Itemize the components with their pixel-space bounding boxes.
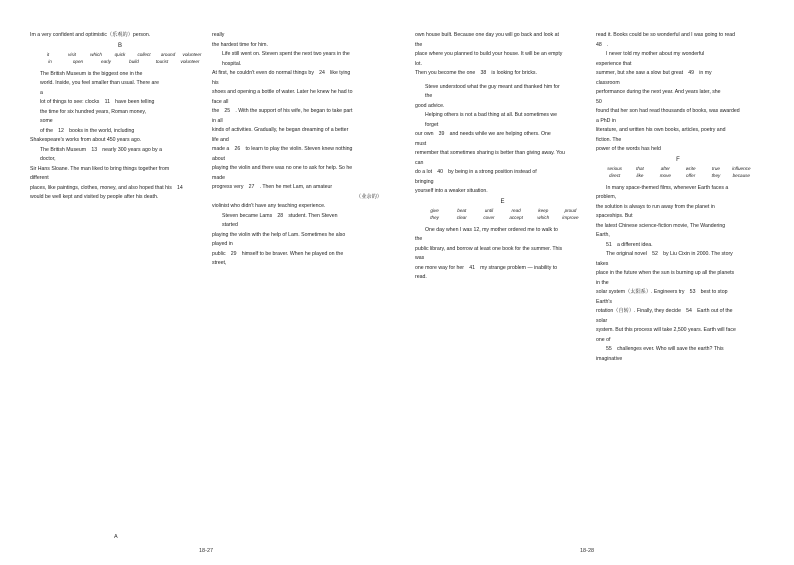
text-line: the latest Chinese science-fiction movie, The Wandering	[596, 222, 726, 229]
text-line: his	[212, 79, 219, 86]
text-line: a PhD in	[596, 117, 616, 124]
text-line: imaginative	[596, 355, 623, 362]
word: beat	[457, 207, 467, 213]
left-column-1	[30, 31, 210, 203]
word: early	[101, 59, 111, 64]
word: write	[685, 165, 696, 171]
text-line: In many space-themed films, whenever Earth faces a	[606, 184, 729, 191]
word: around	[160, 51, 176, 57]
text-line: made	[212, 174, 225, 181]
text-line: a	[40, 89, 43, 96]
text-line: bringing	[415, 178, 434, 185]
text-line: performance during the next year. And years later, she	[596, 89, 721, 95]
word: influence	[732, 165, 751, 171]
text-line: must	[415, 140, 427, 147]
text-line: fiction. The	[596, 136, 622, 143]
text-line: 51 a different idea.	[606, 241, 653, 248]
text-line: The British Museum is the biggest one in the	[40, 70, 143, 77]
text-line: lot.	[415, 60, 422, 67]
page-number-left: 18-27	[199, 548, 214, 554]
text-line: was	[415, 255, 425, 261]
text-line: Life still went on. Steven spent the next two years in the	[222, 51, 350, 57]
text-line: of the 12 books in the world, including	[40, 127, 135, 134]
text-line: lot of things to see: clocks 11 have been telling	[40, 99, 155, 105]
text-line: place in the future when the sun is burning up all the planets	[596, 270, 735, 276]
text-line: takes	[596, 260, 609, 267]
text-line: read.	[415, 274, 427, 280]
text-line: public library, and borrow at least one book for the summer. This	[415, 245, 563, 252]
word: in	[48, 59, 52, 64]
text-line: Steve understood what the guy meant and thanked him for	[425, 83, 560, 90]
word: visit	[68, 51, 76, 57]
word: which	[537, 215, 550, 220]
word: direct	[609, 173, 621, 178]
text-line: playing the violin and there was no one to ask for help. So he	[212, 165, 353, 171]
text-line: the solution is always to run away from the planet in	[596, 203, 715, 210]
word: volunteer	[180, 59, 200, 64]
text-line: own house built. Because one day you will go back and look at	[415, 32, 559, 38]
text-line: the	[415, 236, 423, 242]
word: that	[636, 165, 644, 171]
text-line: 48 .	[596, 41, 609, 48]
word: tourist	[155, 59, 169, 64]
text-line: life and	[212, 136, 229, 143]
text-line: power of the words has held	[596, 146, 661, 152]
text-line: the	[425, 93, 433, 99]
text-line: read it. Books could be so wonderful and I was going to read	[596, 32, 735, 38]
word: quick	[114, 51, 126, 57]
text-line: about	[212, 155, 225, 162]
text-line: solar	[596, 317, 608, 324]
word-bank-e	[415, 207, 590, 222]
word: build	[129, 59, 139, 64]
word: which	[90, 51, 102, 57]
text-line: （业余的）	[356, 193, 382, 200]
left-column-2	[212, 31, 382, 269]
text-line: summer, but she saw a slow but great 49 in my	[596, 70, 712, 76]
text-line: shoes and opening a bottle of water. Later he knew he had to	[212, 89, 353, 95]
word: like	[636, 173, 644, 178]
text-line: really	[212, 32, 225, 38]
text-line: Sir Hans Sloane. The man liked to bring things together from	[30, 165, 170, 172]
text-line: would be well kept and visited by people after his death.	[30, 194, 159, 200]
word-bank-f	[596, 165, 760, 180]
text-line: experience that	[596, 60, 632, 67]
word: cover	[483, 215, 495, 220]
section-heading-b: B	[117, 42, 122, 49]
text-line: I never told my mother about my wonderful	[606, 51, 705, 57]
text-line: some	[40, 118, 53, 124]
word: it	[46, 51, 50, 57]
text-line: progress very 27 . Then he met Lam, an amateur	[212, 184, 333, 190]
text-line: 55 challenges ever. Who will save the earth? This	[606, 346, 724, 352]
text-line: Then you become the one 38 is looking for bricks.	[415, 70, 537, 76]
text-line: places, like paintings, clothes, money, and also hoped that his 14	[30, 184, 183, 191]
word: true	[712, 165, 720, 171]
text-line: the 25 . With the support of his wife, he began to take part	[212, 108, 353, 114]
text-line: yourself into a weaker situation.	[415, 188, 488, 194]
text-line: Earth,	[596, 232, 610, 238]
text-line: doctor,	[40, 156, 56, 162]
word: clear	[456, 215, 467, 220]
word: give	[430, 207, 439, 213]
text-line: found that her son had read thousands of books, was awarded	[596, 108, 740, 114]
text-line: played in	[212, 241, 233, 247]
text-line: our own 39 and needs while we are helping others. One	[415, 131, 551, 137]
word: offer	[686, 173, 696, 178]
word: accept	[509, 215, 523, 220]
text-line: made a 26 to learn to play the violin. Steven knew nothing	[212, 146, 353, 152]
text-line: the hardest time for him.	[212, 41, 268, 48]
text-line: violinist who didn't have any teaching experience.	[212, 203, 326, 209]
text-line: Shakespeare's works from about 450 years ago.	[30, 137, 142, 143]
text-line: At first, he couldn't even do normal things by 24 like tying	[212, 70, 351, 76]
footer-letter-a: A	[114, 534, 118, 540]
text-line: world. Inside, you feel smaller than usual. There are	[40, 80, 159, 86]
text-line: can	[415, 159, 424, 166]
text-line: classroom	[596, 79, 620, 86]
word: because	[732, 173, 750, 178]
word: they	[430, 215, 439, 220]
text-line: Earth's	[596, 298, 612, 305]
text-line: solar system（太阳系）. Engineers try 53 best to stop	[596, 289, 728, 295]
text-line: one of	[596, 336, 611, 343]
word: after	[660, 165, 670, 171]
text-line: forget	[425, 121, 439, 128]
text-line: kinds of activities. Gradually, he began dreaming of a better	[212, 127, 349, 133]
word: serious	[607, 165, 623, 171]
text-line: one more way for her 41 my strange problem — inability to	[415, 264, 558, 271]
text-line: street,	[212, 260, 227, 266]
page-number-right: 18-28	[580, 548, 595, 554]
text-line: public 29 himself to be braver. When he played on the	[212, 250, 344, 257]
word: read	[511, 207, 521, 213]
text-line: good advice.	[415, 102, 445, 109]
word: keep	[538, 207, 549, 213]
text-line: the time for six hundred years, Roman money,	[40, 108, 147, 115]
right-column-2	[596, 31, 760, 364]
text-line: Helping others is not a bad thing at all. But sometimes we	[425, 112, 558, 118]
text-line: do a lot 40 by being in a strong position instead of	[415, 169, 537, 175]
word: collect	[137, 51, 151, 57]
text-line: the	[415, 41, 423, 48]
text-line: system. But this process will take 2,500 years. Earth will face	[596, 327, 736, 333]
text-line: hospital.	[222, 60, 242, 67]
text-line: started	[222, 222, 238, 228]
text-line: literature, and written his own books, articles, poetry and	[596, 127, 726, 133]
text-line: place where you planned to build your house. It will be an empty	[415, 51, 563, 57]
text-line: One day when I was 12, my mother ordered me to walk to	[425, 226, 558, 233]
section-heading-e: E	[500, 198, 505, 205]
text-line: face all	[212, 98, 229, 105]
text-line: remember that sometimes sharing is better than giving away. You	[415, 150, 565, 156]
word-bank-b	[30, 51, 210, 66]
text-line: 50	[596, 98, 602, 105]
text-line: rotation（自转）. Finally, they decide 54 Earth out of the	[596, 308, 733, 314]
word: until	[484, 207, 494, 213]
text-line: The British Museum 13 nearly 300 years ago by a	[40, 146, 162, 153]
text-line: Im a very confident and optimistic（乐观的）person.	[30, 32, 151, 38]
word: they	[711, 173, 721, 178]
text-line: Steven became Lams 28 student. Then Steven	[222, 212, 338, 219]
text-line: in the	[596, 279, 609, 286]
word: move	[659, 173, 671, 178]
text-line: different	[30, 175, 49, 181]
right-column-1	[415, 31, 590, 283]
text-line: playing the violin with the help of Lam. Sometimes he also	[212, 231, 346, 238]
text-line: in all	[212, 117, 223, 124]
text-line: problem,	[596, 194, 617, 200]
text-line: The original novel 52 by Liu Cixin in 2000. The story	[606, 251, 733, 257]
section-heading-f: F	[676, 156, 680, 163]
word: open	[72, 59, 84, 64]
word: volunteer	[182, 51, 202, 57]
word: proud	[564, 207, 577, 213]
word: improve	[562, 215, 579, 220]
text-line: spaceships. But	[596, 213, 633, 219]
